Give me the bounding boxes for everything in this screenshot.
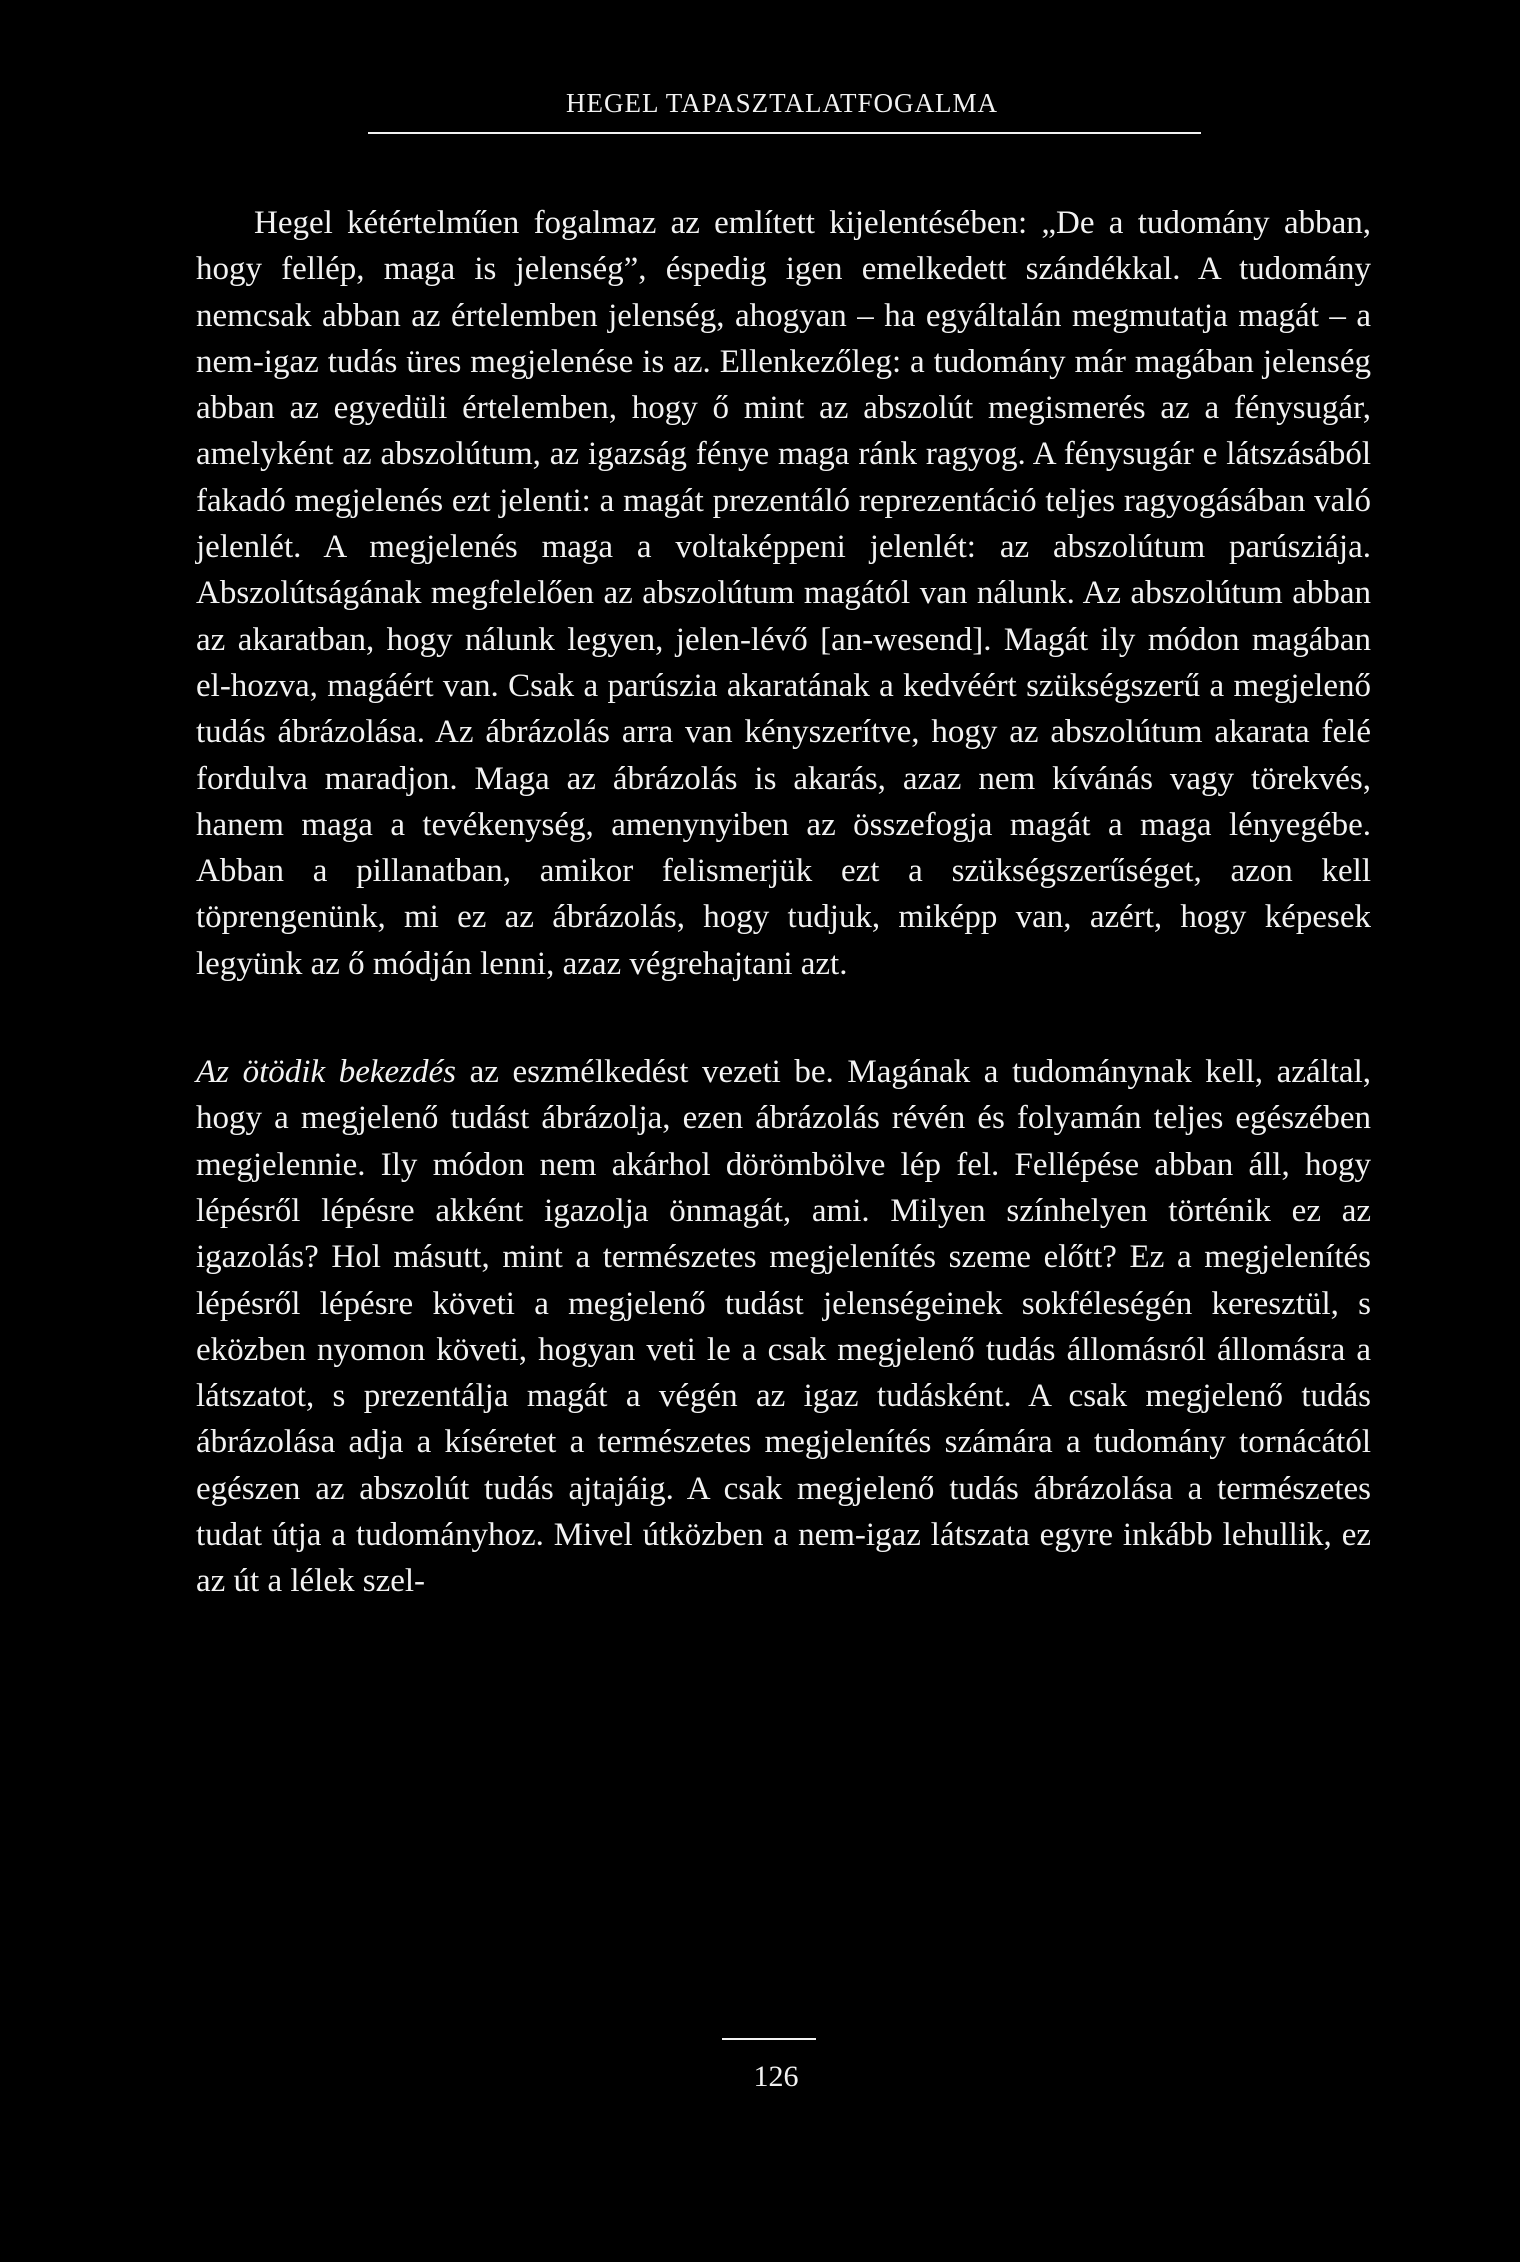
body-text [196,200,1371,1605]
paragraph-1: Hegel kétértelműen fogalmaz az említett kijelentésében: „De a tudomány abban, hogy fellép, maga is jelenség”, éspedig igen emelkedett szándékkal. A tudomány nemcsak abban az értelemben jelenség, ahogyan – ha egyáltalán megmutatja magát – a nem-igaz tudás üres megjelenése is az. Ellenkezőleg: a tudomány már magában jelenség abban az egyedüli értelemben, hogy ő mint az abszolút megismerés az a fénysugár, amelyként az abszolútum, az igazság fénye maga ránk ragyog. A fénysugár e látszásából fakadó megjelenés ezt jelenti: a magát prezentáló reprezentáció teljes ragyogásában való jelenlét. A megjelenés maga a voltaképpeni jelenlét: az abszolútum parúsziája. Abszolútságának megfelelően az abszolútum magától van nálunk. Az abszolútum abban az akaratban, hogy nálunk legyen, jelen-lévő [an-wesend]. Magát ily módon magában el-hozva, magáért van. Csak a parúszia akaratának a kedvéért szükségszerű a megjelenő tudás ábrázolása. Az ábrázolás arra van kényszerítve, hogy az abszolútum akarata felé fordulva maradjon. Maga az ábrázolás is akarás, azaz nem kívánás vagy törekvés, hanem maga a tevékenység, amenynyiben az összefogja magát a maga lényegébe. Abban a pillanatban, amikor felismerjük ezt a szükségszerűséget, azon kell töprengenünk, mi ez az ábrázolás, hogy tudjuk, miképp van, azért, hogy képesek legyünk az ő módján lenni, azaz végrehajtani azt. [196,205,1371,982]
paragraph-2-italic-lead: Az ötödik bekezdés [196,1054,456,1091]
header-rule [368,132,1201,134]
page-number: 126 [753,2060,799,2093]
footer-rule [722,2038,816,2040]
paragraph-2-text: az eszmélkedést vezeti be. Magának a tudománynak kell, azáltal, hogy a megjelenő tudást ábrázolja, ezen ábrázolás révén és folyamán teljes egészében megjelennie. Ily módon nem akárhol dörömbölve lép fel. Fellépése abban áll, hogy lépésről lépésre akként igazolja önmagát, ami. Milyen színhelyen történik ez az igazolás? Hol másutt, mint a természetes megjelenítés szeme előtt? Ez a megjelenítés lépésről lépésre követi a megjelenő tudást jelenségeinek sokféleségén keresztül, s eközben nyomon követi, hogyan veti le a csak megjelenő tudás állomásról állomásra a látszatot, s prezentálja magát a végén az igaz tudásként. A csak megjelenő tudás ábrázolása adja a kíséretet a természetes megjelenítés számára a tudomány tornácától egészen az abszolút tudás ajtajáig. A csak megjelenő tudás ábrázolása a természetes tudat útja a tudományhoz. Mivel útközben a nem-igaz látszata egyre inkább lehullik, ez az út a lélek szel- [196,1054,1371,1600]
paragraph-2 [196,1049,1371,1605]
running-head: HEGEL TAPASZTALATFOGALMA [566,88,998,118]
